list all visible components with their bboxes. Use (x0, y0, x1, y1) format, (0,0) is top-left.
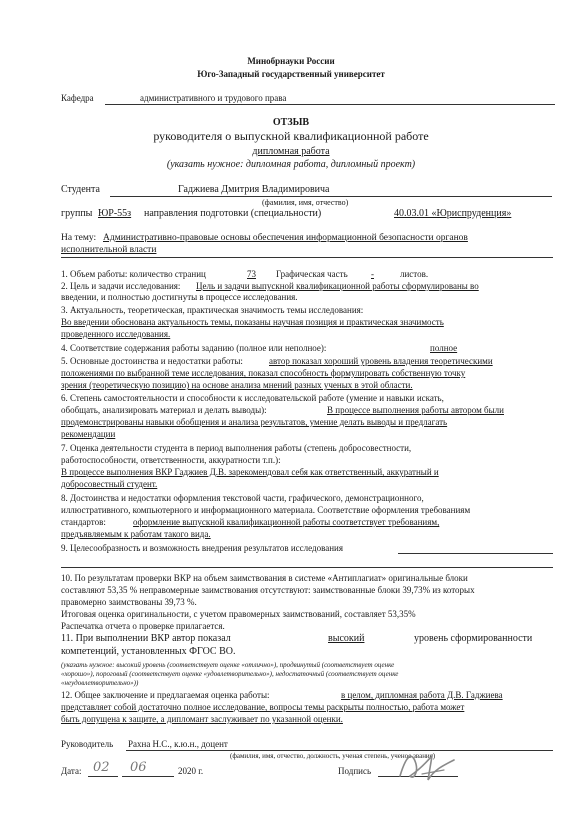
item-6-text-3: рекомендации (61, 429, 116, 439)
doc-title: ОТЗЫВ (272, 117, 310, 128)
item-1-graphic: - (371, 269, 374, 279)
item-10-text-3: правомерно заимствованы 39,73 %. (61, 597, 197, 607)
student-name: Гаджиева Дмитрия Владимировича (178, 184, 330, 195)
item-3-label: 3. Актуальность, теоретическая, практическая значимость темы исследования: (61, 305, 364, 315)
item-5-text-2: положениями по выбранной теме исследования, показал способность формулировать собственную точку (61, 368, 466, 378)
item-8-text-1: оформление выпускной квалификационной работы соответствует требованиям, (133, 517, 440, 527)
item-6-text-2: продемонстрированы навыки обобщения и анализа результатов, умение делать выводы и предлагать (61, 417, 448, 427)
item-2-label: 2. Цель и задачи исследования: (61, 281, 181, 291)
item-12-text-1: в целом, дипломная работа Д.В. Гаджиева (341, 690, 503, 700)
item-2-text-2: введении, и полностью достигнуты в процессе исследования. (61, 292, 298, 302)
direction-value: 40.03.01 «Юриспруденция» (394, 208, 512, 219)
department-value: административного и трудового права (140, 93, 287, 103)
group-value: ЮР-55з (98, 208, 132, 219)
item-11-text: компетенций, установленных ФГОС ВО. (61, 646, 236, 657)
item-8-text-2: предъявляемым к работам такого вида. (61, 529, 211, 539)
date-label: Дата: (61, 766, 82, 776)
supervisor-value: Рахна Н.С., к.ю.н., доцент (128, 739, 228, 749)
item-10-text-4: Итоговая оценка оригинальности, с учетом правомерных заимствований, составляет 53,35% (61, 609, 416, 619)
item-10-text-2: составляют 53,35 % неправомерные заимствования отсутствуют: заимствованные блоки 39,73% из которых (61, 585, 475, 595)
item-11-hint-2: «хорошо»), пороговый (соответствует оценке «удовлетворительно»), недостаточный (соответствует оценке (61, 670, 399, 678)
student-name-hint: (фамилия, имя, отчество) (262, 198, 349, 207)
item-6-label-2: обобщать, анализировать материал и делать выводы): (61, 405, 267, 415)
item-3-text-2: проведенного исследования. (61, 329, 171, 339)
supervisor-label: Руководитель (61, 739, 114, 749)
direction-label: направления подготовки (специальности) (144, 208, 322, 219)
item-7-label-2: работоспособности, ответственности, аккуратности т.п.): (61, 455, 281, 465)
group-label: группы (61, 208, 93, 219)
item-7-label-1: 7. Оценка деятельности студента в период выполнения работы (степень добросовестности, (61, 443, 412, 453)
item-2-text-1: Цель и задачи выпускной квалификационной работы сформулированы во (196, 281, 479, 291)
item-6-label-1: 6. Степень самостоятельности и способности к исследовательской работе (умение и навыки искать, (61, 393, 444, 403)
item-7-text-1: В процессе выполнения ВКР Гаджиев Д.В. зарекомендовал себя как ответственный, аккуратный и (61, 467, 439, 477)
item-5-text-1: автор показал хороший уровень владения теоретическими (269, 356, 493, 366)
item-10-text-5: Распечатка отчета о проверке прилагается. (61, 621, 225, 631)
item-4-value: полное (430, 343, 458, 353)
topic-label: На тему: (61, 233, 97, 243)
item-11-suffix: уровень сформированности (414, 633, 533, 644)
topic-line-1: Административно-правовые основы обеспечения информационной безопасности органов (103, 233, 468, 243)
item-8-label-3: стандартов: (61, 517, 106, 527)
item-9-blank-2 (61, 567, 553, 568)
item-12-label: 12. Общее заключение и предлагаемая оценка работы: (61, 690, 270, 700)
date-month-underline (122, 776, 174, 777)
handwritten-signature (392, 746, 462, 786)
department-underline (105, 104, 555, 105)
item-4-label: 4. Соответствие содержания работы заданию (полное или неполное): (61, 343, 327, 353)
item-1-pages: 73 (247, 269, 256, 279)
item-1-sheets: листов. (400, 269, 429, 279)
item-11-label: 11. При выполнении ВКР автор показал (61, 633, 231, 644)
item-12-text-3: быть допущена к защите, а дипломант заслуживает по указанной оценки. (61, 714, 343, 724)
date-month: 06 (130, 760, 147, 775)
department-label: Кафедра (61, 93, 94, 103)
supervisor-underline (126, 750, 553, 751)
item-11-hint-1: (указать нужное: высокий уровень (соответствует оценке «отлично»), продвинутый (соответствует оценке (61, 661, 395, 669)
item-5-label: 5. Основные достоинства и недостатки работы: (61, 356, 243, 366)
item-9-label: 9. Целесообразность и возможность внедрения результатов исследования (61, 543, 343, 553)
item-8-label-1: 8. Достоинства и недостатки оформления текстовой части, графического, демонстрационного, (61, 493, 424, 503)
work-type: дипломная работа (252, 146, 330, 157)
supervisor-hint: (фамилия, имя, отчество, должность, ученая степень, ученое звание) (230, 752, 436, 760)
student-underline (110, 196, 552, 197)
item-9-blank (398, 553, 553, 554)
ministry-name: Минобрнауки России (247, 56, 335, 66)
date-year: 2020 г. (178, 766, 204, 776)
date-day-underline (88, 776, 118, 777)
item-5-text-3: зрения (теоретическую позицию) на основе анализа мнений разных ученых в этой области. (61, 380, 413, 390)
item-3-text-1: Во введении обоснована актуальность темы, показаны научная позиция и практическая значимость (61, 317, 444, 327)
item-7-text-2: добросовестный студент. (61, 479, 158, 489)
item-11-level: высокий (328, 633, 365, 644)
signature-label: Подпись (338, 766, 372, 776)
doc-subtitle: руководителя о выпускной квалификационной работе (153, 129, 429, 143)
item-1-graphic-label: Графическая часть (276, 269, 348, 279)
topic-line-2: исполнительной власти (61, 245, 157, 255)
date-day: 02 (93, 760, 110, 775)
item-6-text-1: В процессе выполнения работы автором были (327, 405, 504, 415)
item-10-text-1: 10. По результатам проверки ВКР на объем заимствования в системе «Антиплагиат» оригинальные блоки (61, 573, 468, 583)
student-label: Студента (61, 184, 100, 195)
item-8-label-2: иллюстративного, компьютерного и информационного материала. Соответствие оформления требованиям (61, 505, 471, 515)
topic-underline (61, 257, 553, 258)
item-12-text-2: представляет собой достаточно полное исследование, вопросы темы раскрыты полностью, работа может (61, 702, 465, 712)
university-name: Юго-Западный государственный университет (197, 69, 385, 79)
work-type-hint: (указать нужное: дипломная работа, дипломный проект) (166, 159, 416, 170)
item-1-label: 1. Объем работы: количество страниц (61, 269, 206, 279)
item-11-hint-3: «неудовлетворительно»)) (61, 679, 139, 687)
